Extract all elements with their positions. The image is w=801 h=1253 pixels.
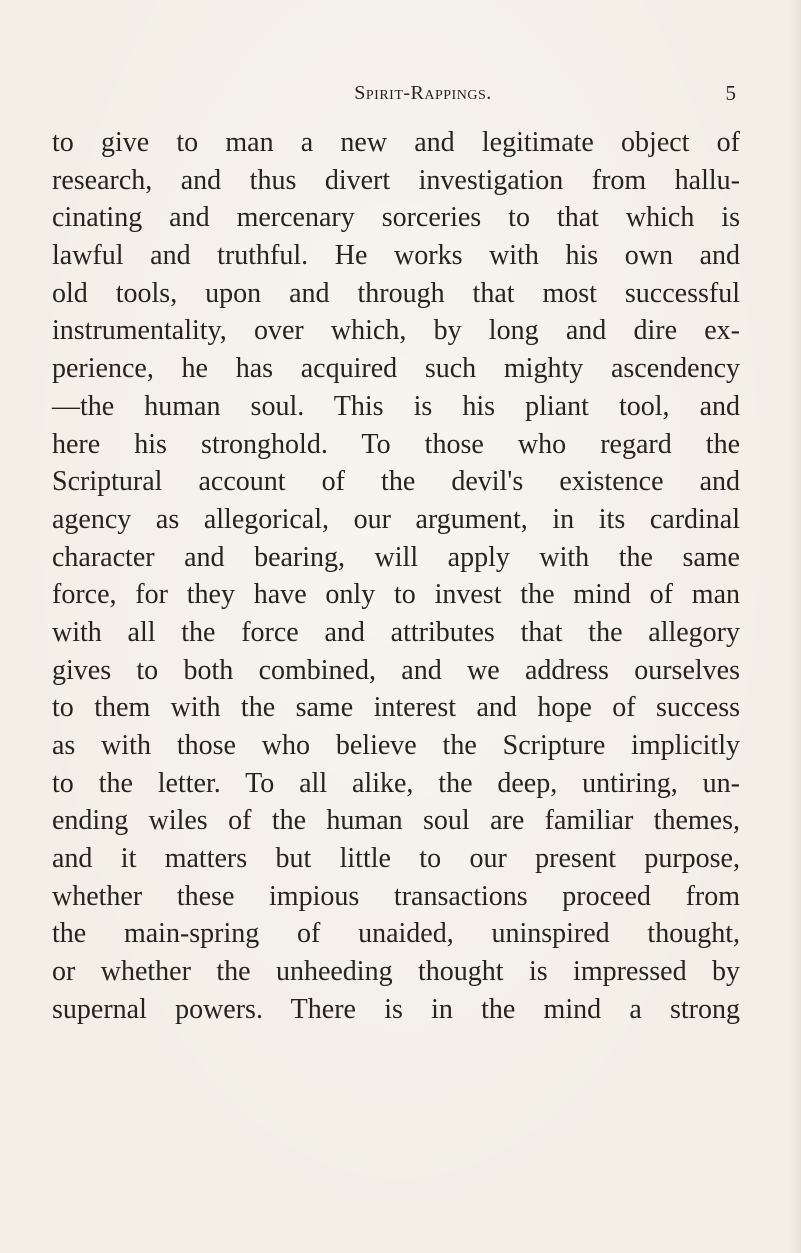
text-line: the main-spring of unaided, uninspired thought, — [52, 918, 740, 950]
text-line: or whether the unheeding thought is impressed by — [52, 956, 740, 988]
text-line: instrumentality, over which, by long and dire ex- — [52, 315, 740, 347]
text-line: here his stronghold. To those who regard the — [52, 428, 740, 460]
running-head-title: Spirit-Rappings. — [354, 82, 492, 104]
text-line: Scriptural account of the devil's existence and — [52, 466, 740, 498]
text-line: lawful and truthful. He works with his own and — [52, 240, 740, 272]
text-line: gives to both combined, and we address ourselves — [52, 654, 740, 686]
text-line: —the human soul. This is his pliant tool, and — [52, 390, 740, 422]
page-number: 5 — [725, 81, 736, 105]
text-line: to them with the same interest and hope of success — [52, 692, 740, 724]
text-line: whether these impious transactions proceed from — [52, 880, 740, 912]
text-line: old tools, upon and through that most successful — [52, 277, 740, 309]
text-line: to give to man a new and legitimate object of — [52, 127, 740, 158]
text-line: agency as allegorical, our argument, in its cardinal — [52, 503, 740, 535]
text-line: supernal powers. There is in the mind a strong — [52, 993, 740, 1025]
text-line: research, and thus divert investigation from hallu- — [52, 164, 740, 196]
text-line: with all the force and attributes that the allegory — [52, 616, 740, 648]
text-line: and it matters but little to our present purpose, — [52, 843, 740, 875]
text-line: cinating and mercenary sorceries to that which is — [52, 202, 740, 234]
text-line: to the letter. To all alike, the deep, untiring, un- — [52, 767, 740, 799]
text-line: force, for they have only to invest the mind of man — [52, 579, 740, 611]
page-edge-shadow — [789, 0, 801, 1253]
text-line: character and bearing, will apply with the same — [52, 541, 740, 573]
running-head — [108, 78, 738, 108]
body-text — [52, 124, 740, 1029]
text-line: ending wiles of the human soul are familiar themes, — [52, 805, 740, 837]
text-line: perience, he has acquired such mighty ascendency — [52, 353, 740, 385]
text-line: as with those who believe the Scripture implicitly — [52, 730, 740, 761]
